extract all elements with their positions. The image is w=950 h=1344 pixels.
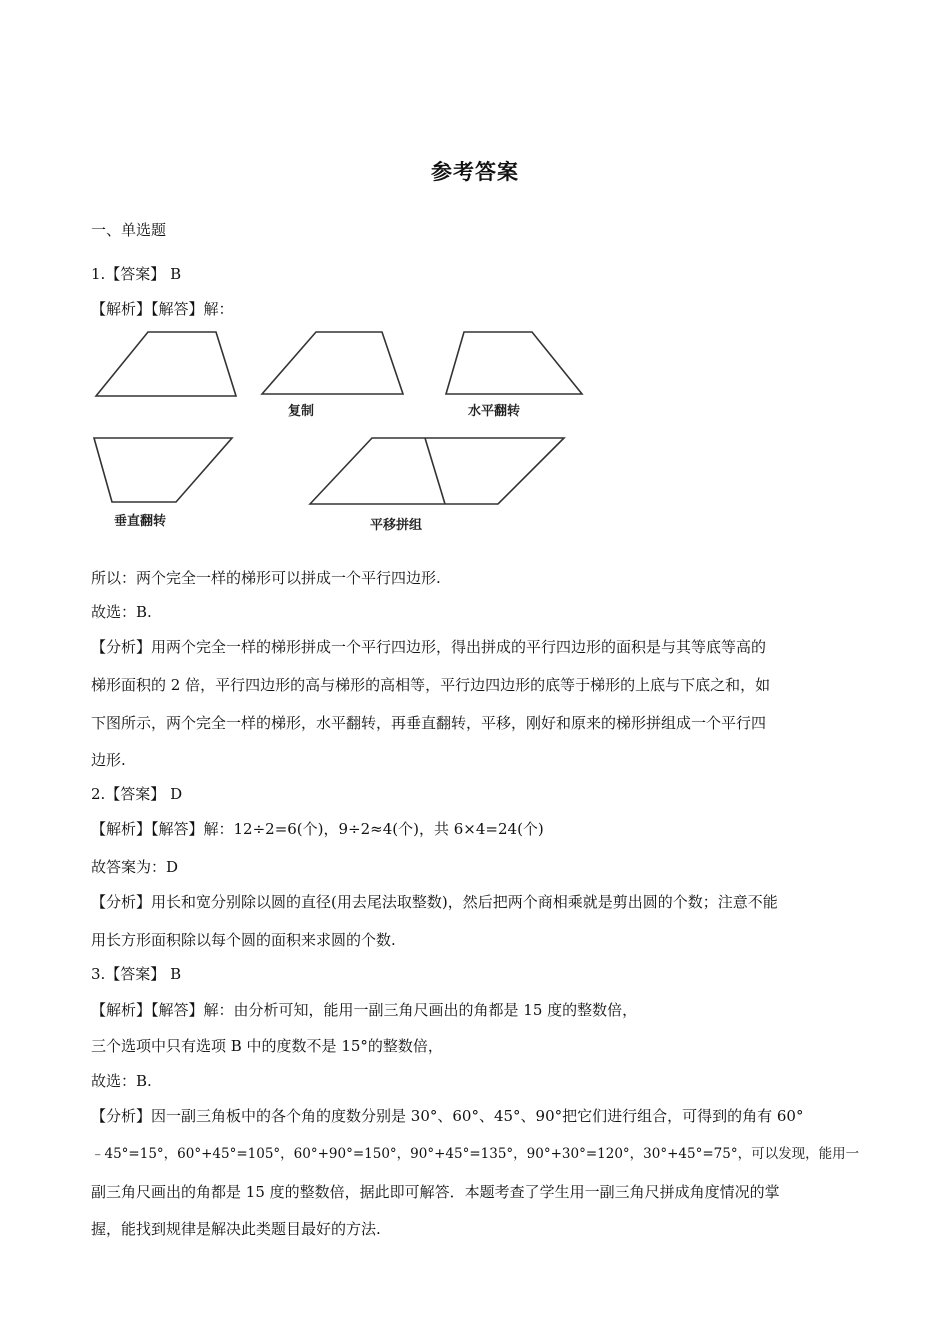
q2-fenxi-line: 【分析】用长和宽分别除以圆的直径(用去尾法取整数)，然后把两个商相乘就是剪出圆的个数；注意不能 <box>91 893 778 911</box>
q3-fenxi-line: 副三角尺画出的角都是 15 度的整数倍，据此即可解答．本题考查了学生用一副三角尺拼成角度情况的掌 <box>91 1183 780 1201</box>
q1-fenxi-line: 【分析】用两个完全一样的梯形拼成一个平行四边形，得出拼成的平行四边形的面积是与其等底等高的 <box>91 638 767 656</box>
label-h-flip: 水平翻转 <box>468 404 521 419</box>
trapezoid-h-flip <box>446 332 582 394</box>
q3-answer: 3.【答案】 B <box>91 965 182 983</box>
q1-answer: 1.【答案】 B <box>91 265 182 283</box>
q3-fenxi-line: 【分析】因一副三角板中的各个角的度数分别是 30°、60°、45°、90°把它们进行组合，可得到的角有 60° <box>91 1107 804 1125</box>
trapezoid-original <box>96 332 236 396</box>
section-heading: 一、单选题 <box>91 221 167 239</box>
parallelogram-divider <box>425 438 445 504</box>
q3-analysis-line: 【解析】【解答】解：由分析可知，能用一副三角尺画出的角都是 15 度的整数倍， <box>91 1001 638 1019</box>
q1-fenxi-line: 下图所示，两个完全一样的梯形，水平翻转，再垂直翻转，平移，刚好和原来的梯形拼组成一个平行四 <box>91 714 767 732</box>
q2-answer: 2.【答案】 D <box>91 785 183 803</box>
label-copy: 复制 <box>288 404 315 419</box>
q3-fenxi-line: 握，能找到规律是解决此类题目最好的方法. <box>91 1220 381 1238</box>
q1-fenxi-line: 梯形面积的 2 倍，平行四边形的高与梯形的高相等，平行边四边形的底等于梯形的上底与下底之和，如 <box>91 676 771 694</box>
q3-fenxi-line: ﹣45°=15°，60°+45°=105°，60°+90°=150°，90°+45°=135°，90°+30°=120°，30°+45°=75°，可以发现，能用一 <box>91 1146 860 1162</box>
parallelogram-combined <box>310 438 564 504</box>
q2-result: 故答案为：D <box>91 858 179 876</box>
q2-analysis: 【解析】【解答】解：12÷2=6(个)，9÷2≈4(个)，共 6×4=24(个) <box>91 820 544 838</box>
q1-conclusion: 所以：两个完全一样的梯形可以拼成一个平行四边形. <box>91 569 441 587</box>
q3-analysis-line: 三个选项中只有选项 B 中的度数不是 15°的整数倍， <box>91 1037 443 1055</box>
q2-fenxi-line: 用长方形面积除以每个圆的面积来求圆的个数. <box>91 931 396 949</box>
trapezoid-v-flip <box>94 438 232 502</box>
q1-analysis-head: 【解析】【解答】解： <box>91 300 234 318</box>
q1-choice: 故选：B. <box>91 603 152 621</box>
page-title: 参考答案 <box>431 159 519 184</box>
trapezoid-figure <box>88 322 588 537</box>
label-v-flip: 垂直翻转 <box>114 514 167 529</box>
q1-fenxi-line: 边形. <box>91 751 126 769</box>
q3-analysis-line: 故选：B. <box>91 1072 152 1090</box>
label-translate: 平移拼组 <box>370 518 423 533</box>
trapezoid-copy <box>262 332 403 394</box>
